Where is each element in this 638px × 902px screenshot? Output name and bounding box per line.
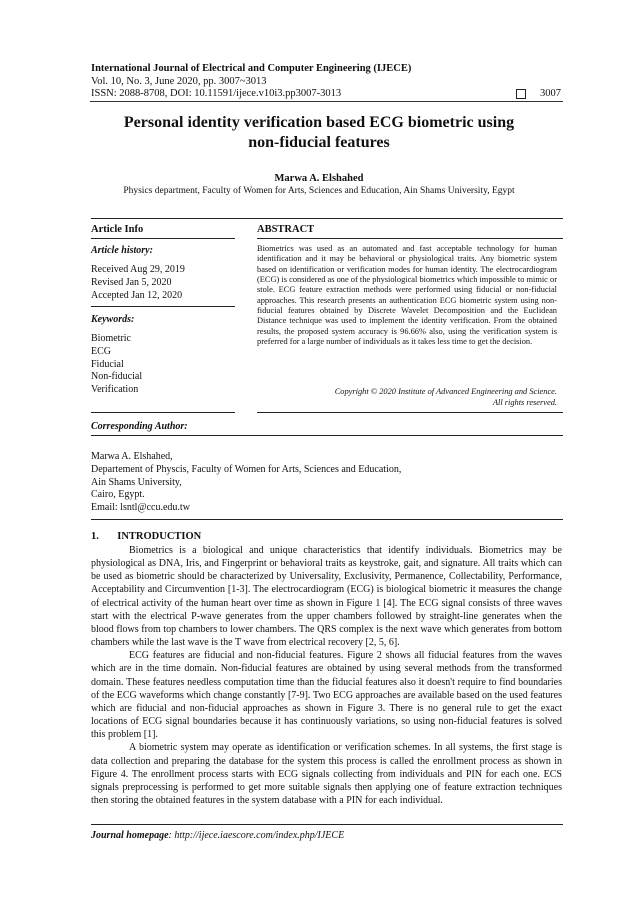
abstract-heading: ABSTRACT — [257, 224, 315, 235]
paper-title — [60, 113, 578, 153]
history-label: Article history: — [91, 245, 153, 256]
footer-rule — [91, 824, 563, 825]
corresponding-details — [91, 451, 401, 515]
corr-line: Departement of Physcis, Faculty of Women for Arts, Sciences and Education, — [91, 463, 402, 475]
issn-doi: ISSN: 2088-8708, DOI: 10.11591/ijece.v10i3.pp3007-3013 — [91, 88, 342, 99]
corr-email: Email: lsntl@ccu.edu.tw — [91, 502, 190, 514]
journal-homepage — [91, 830, 344, 841]
abstract-text: Biometrics was used as an automated and fast acceptable technology for human identification and it may be behavioral or physiological traits. Any biometric system based on identification or verification modes for human identity. The electrocardiogram (ECG) is considered as one of the physiological biometrics which impossible to mimic or stole. ECG feature extraction methods were performed using fiducial or non-fiducial approaches. This research presents an authentication ECG biometric system using non-fiducial features obtained by Discrete Wavelet Decomposition and the Euclidean Distance technique was used to implement the identity verification. From the obtained results, the proposed system accuracy is 96.66% also, using the verification system is preferred for a large number of individuals as it takes less time to get the decision. — [257, 244, 557, 347]
page-number: 3007 — [540, 88, 561, 99]
article-info-heading: Article Info — [91, 224, 144, 235]
keywords-rule — [91, 412, 235, 413]
abstract-bottom-rule — [257, 412, 563, 413]
copyright-notice — [257, 386, 557, 408]
info-top-rule — [91, 218, 563, 219]
corr-line: Ain Shams University, — [91, 476, 182, 488]
keyword-item: Fiducial — [91, 358, 124, 370]
copyright-line-2: All rights reserved. — [492, 398, 557, 407]
history-rule — [91, 306, 235, 307]
title-line-1: Personal identity verification based ECG biometric using — [123, 114, 515, 131]
journal-name: International Journal of Electrical and Computer Engineering (IJECE) — [91, 63, 412, 74]
homepage-url[interactable]: : http://ijece.iaescore.com/index.php/IJECE — [168, 830, 345, 841]
history-list — [91, 264, 185, 302]
keywords-list — [91, 333, 142, 397]
author-name: Marwa A. Elshahed — [274, 173, 364, 184]
abstract-heading-rule — [257, 238, 563, 239]
corresponding-bottom-rule — [91, 519, 563, 520]
history-item: Revised Jan 5, 2020 — [91, 276, 172, 288]
author-affiliation: Physics department, Faculty of Women for Arts, Sciences and Education, Ain Shams University, Egypt — [123, 186, 515, 196]
keywords-label: Keywords: — [91, 314, 135, 325]
keyword-item: Verification — [91, 384, 139, 396]
homepage-label: Journal homepage — [91, 830, 169, 841]
history-item: Received Aug 29, 2019 — [91, 264, 185, 275]
intro-paragraph: Biometrics is a biological and unique characteristics that identify individuals. Biometrics may be physiological as DNA, Iris, and Fingerprint or behavioral traits as keystroke, gait, and signature. All traits which can be used as biometric should be characterized by Universality, Exclusivity, Permanence, Collectability, Performance, Acceptability and Circumvention [1-3]. The electrocardiogram (ECG) is biological biometric it measures the change of electrical activity of the human heart over time as shown in Figure 1 [4]. The ECG signal consists of three waves start with the electrical P-wave generates from the upper chambers followed by straight-line generates when the blood flows from top chambers to lower chambers. The QRS complex is the next wave which generates from bottom chambers while the last wave is the T wave from electrical recovery [2, 5, 6]. — [91, 545, 562, 649]
introduction-heading: 1. INTRODUCTION — [91, 531, 202, 542]
history-item: Accepted Jan 12, 2020 — [91, 289, 183, 301]
corr-line: Marwa A. Elshahed, — [91, 451, 173, 462]
info-heading-rule — [91, 238, 235, 239]
title-line-2: non-fiducial features — [248, 134, 390, 151]
corr-line: Cairo, Egypt. — [91, 489, 145, 501]
keyword-item: ECG — [91, 345, 111, 357]
intro-paragraph: A biometric system may operate as identification or verification schemes. In all systems, the first stage is data collection and preparing the database for the system this process is called the enrollment process as shown in Figure 4. The enrollment process starts with ECG signals collecting from individuals and PIN for each one. ECS signals preprocessing is performed to get more suitable signals then applying one of feature extraction techniques then storing the obtained features in the system database with a PIN for each individual. — [91, 742, 562, 806]
keyword-item: Biometric — [91, 333, 131, 344]
header-rule — [90, 101, 563, 102]
volume-info: Vol. 10, No. 3, June 2020, pp. 3007~3013 — [91, 76, 267, 87]
copyright-line-1: Copyright © 2020 Institute of Advanced Engineering and Science. — [334, 387, 557, 396]
keyword-item: Non-fiducial — [91, 371, 143, 383]
corresponding-rule — [91, 435, 563, 436]
square-icon — [516, 89, 526, 99]
corresponding-heading: Corresponding Author: — [91, 421, 188, 432]
introduction-body — [91, 544, 562, 807]
intro-paragraph: ECG features are fiducial and non-fiducial features. Figure 2 shows all fiducial features from the waves which are in the time domain. Non-fiducial features are obtained by using several methods from the transformed domain. These features needless computation time than the fiducial features also it doesn't require to find boundaries of the ECG waveforms which change constantly [7-9]. Two ECG approaches are available based on the used features which are fiducial and non-fiducial approaches as shown in Figure 3. There is no general rule to get the exact locations of ECG signal boundaries because it has continuously variations, so using non-fiducial features is solved this problem [1]. — [91, 650, 562, 741]
